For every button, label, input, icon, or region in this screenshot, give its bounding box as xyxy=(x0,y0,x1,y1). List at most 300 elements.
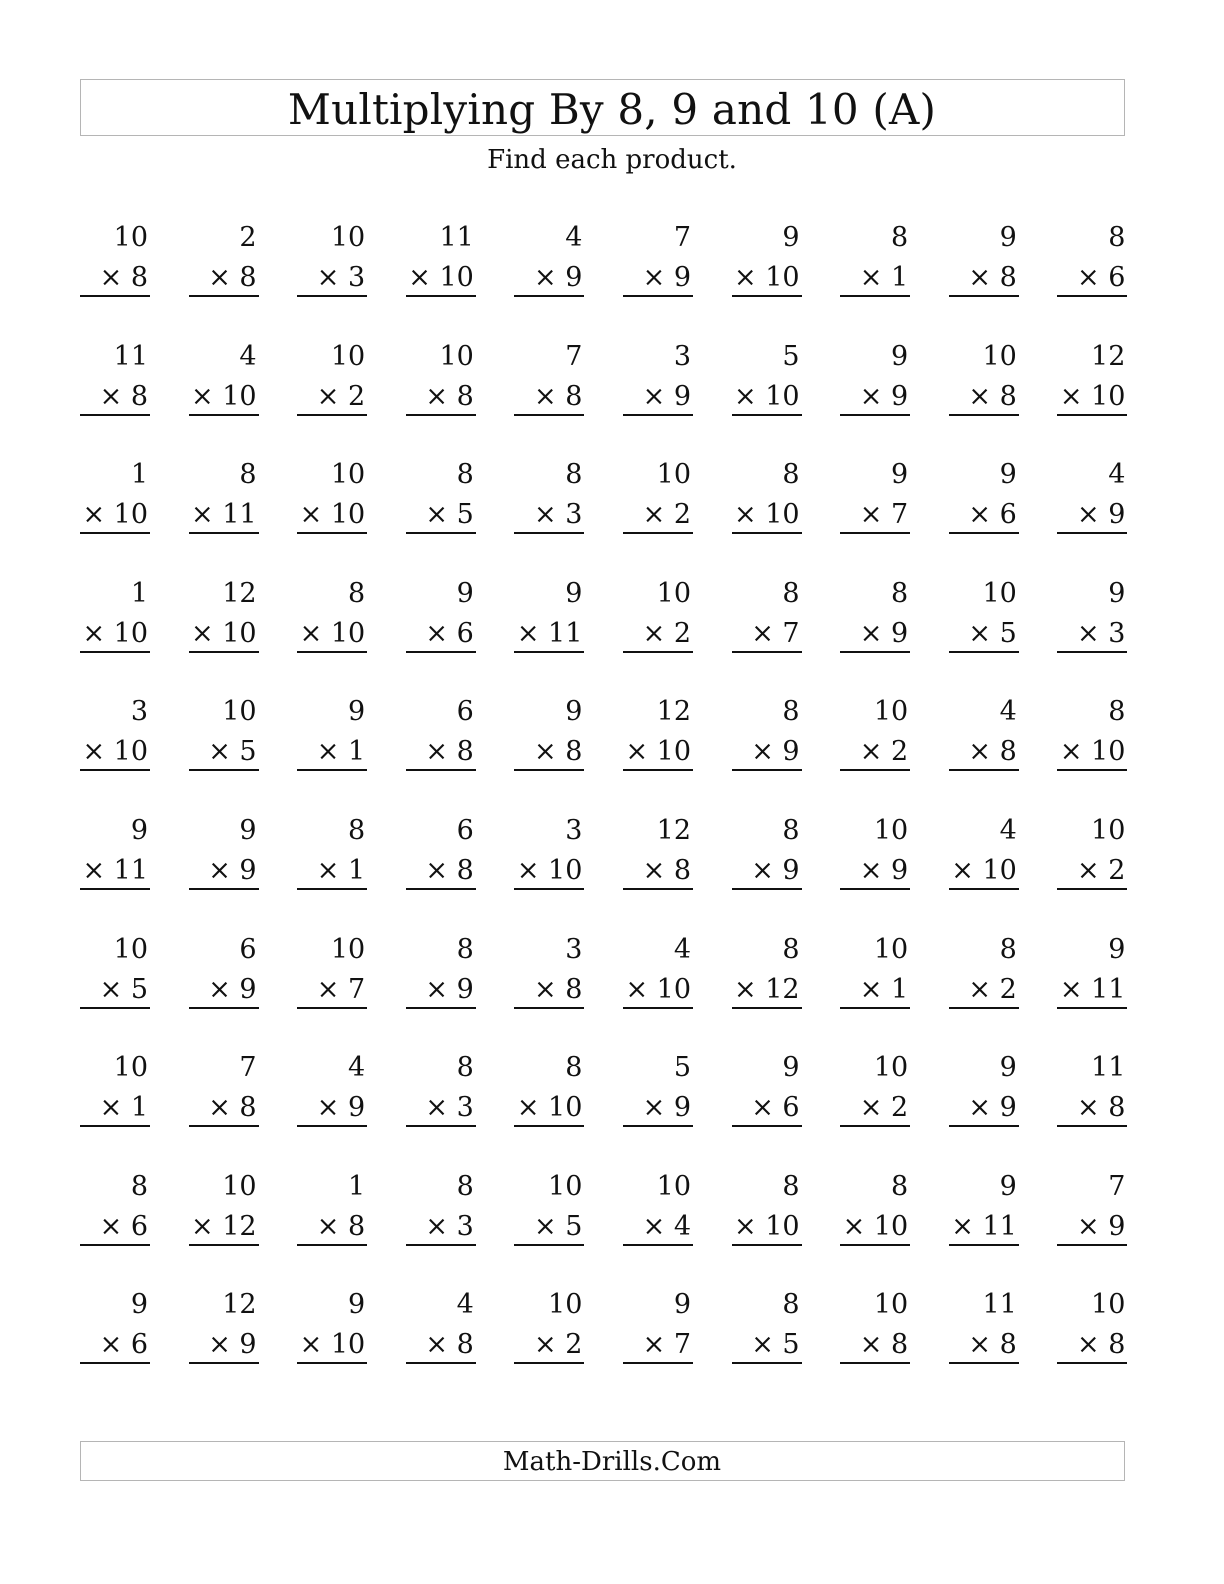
multiplier: × 5 xyxy=(208,736,257,768)
answer-line xyxy=(189,1007,259,1009)
answer-line xyxy=(623,888,693,890)
answer-line xyxy=(189,769,259,771)
problem xyxy=(80,930,150,1010)
answer-line xyxy=(189,1362,259,1364)
multiplicand: 6 xyxy=(239,933,257,965)
answer-line xyxy=(406,769,476,771)
problem xyxy=(189,930,259,1010)
problem xyxy=(1057,1048,1127,1128)
multiplicand: 4 xyxy=(456,1289,474,1321)
answer-line xyxy=(949,1362,1019,1364)
multiplier: × 3 xyxy=(534,499,583,531)
multiplicand: 11 xyxy=(982,1289,1017,1321)
multiplier: × 8 xyxy=(425,1329,474,1361)
multiplicand: 3 xyxy=(673,340,691,372)
problem-row xyxy=(80,930,1130,1049)
multiplier: × 1 xyxy=(859,262,909,293)
problem xyxy=(732,1167,802,1247)
multiplicand: 8 xyxy=(782,814,800,846)
multiplier: × 9 xyxy=(859,380,909,412)
multiplier: × 5 xyxy=(751,1329,800,1361)
multiplicand: 9 xyxy=(456,577,474,609)
multiplicand: 9 xyxy=(673,1289,691,1321)
problem xyxy=(732,337,802,417)
answer-line xyxy=(1057,414,1127,416)
multiplicand: 10 xyxy=(873,1052,909,1084)
problem xyxy=(623,1048,693,1128)
multiplicand: 9 xyxy=(999,222,1017,253)
answer-line xyxy=(623,1125,693,1127)
problem xyxy=(189,1048,259,1128)
multiplier: × 12 xyxy=(191,1210,257,1242)
multiplicand: 8 xyxy=(565,1052,583,1084)
problem xyxy=(949,930,1019,1010)
problem xyxy=(514,1167,584,1247)
multiplicand: 9 xyxy=(1108,577,1126,609)
problem xyxy=(189,218,259,298)
problem xyxy=(732,218,802,298)
worksheet-title: Multiplying By 8, 9 and 10 (A) xyxy=(287,85,937,134)
problem-row xyxy=(80,811,1130,930)
multiplicand: 12 xyxy=(656,814,691,846)
multiplicand: 10 xyxy=(113,933,148,965)
multiplier: × 10 xyxy=(625,973,691,1005)
problem xyxy=(514,1285,584,1365)
multiplicand: 8 xyxy=(456,933,474,965)
multiplicand: 10 xyxy=(982,340,1017,372)
multiplicand: 10 xyxy=(656,459,691,491)
problem xyxy=(189,574,259,654)
multiplier: × 7 xyxy=(316,973,366,1005)
multiplier: × 8 xyxy=(425,380,474,412)
multiplicand: 9 xyxy=(891,459,909,491)
multiplicand: 5 xyxy=(673,1052,691,1084)
answer-line xyxy=(514,414,584,416)
multiplier: × 9 xyxy=(208,854,257,886)
problem-row xyxy=(80,1285,1130,1404)
answer-line xyxy=(623,1244,693,1246)
problem xyxy=(949,1167,1019,1247)
problem xyxy=(949,692,1019,772)
multiplicand: 8 xyxy=(891,222,909,253)
multiplier: × 1 xyxy=(316,854,366,886)
problem xyxy=(406,574,476,654)
multiplicand: 8 xyxy=(456,1170,474,1202)
problem xyxy=(1057,930,1127,1010)
multiplier: × 6 xyxy=(751,1092,800,1124)
answer-line xyxy=(623,1007,693,1009)
problem xyxy=(1057,337,1127,417)
multiplicand: 11 xyxy=(439,222,474,253)
problem xyxy=(297,692,367,772)
multiplier: × 8 xyxy=(859,1329,909,1361)
answer-line xyxy=(1057,1362,1127,1364)
multiplier: × 10 xyxy=(1059,380,1126,412)
multiplier: × 10 xyxy=(951,854,1017,886)
multiplicand: 10 xyxy=(548,1170,583,1202)
multiplicand: 10 xyxy=(330,222,366,253)
multiplicand: 9 xyxy=(1108,933,1126,965)
answer-line xyxy=(406,1362,476,1364)
problem xyxy=(406,1167,476,1247)
multiplier: × 2 xyxy=(859,736,909,768)
answer-line xyxy=(80,532,150,534)
multiplier: × 5 xyxy=(99,973,148,1005)
problem xyxy=(297,811,367,891)
answer-line xyxy=(297,1007,367,1009)
multiplicand: 9 xyxy=(565,577,583,609)
multiplier: × 9 xyxy=(642,262,691,293)
problem-grid xyxy=(80,218,1130,1404)
problem xyxy=(949,1048,1019,1128)
answer-line xyxy=(514,295,584,297)
multiplicand: 4 xyxy=(239,340,257,372)
answer-line xyxy=(297,888,367,890)
problem xyxy=(189,692,259,772)
multiplier: × 10 xyxy=(734,499,800,531)
multiplicand: 10 xyxy=(222,696,257,728)
multiplier: × 3 xyxy=(425,1210,474,1242)
multiplier: × 10 xyxy=(191,380,257,412)
problem xyxy=(406,692,476,772)
problem xyxy=(406,1048,476,1128)
multiplicand: 8 xyxy=(782,577,800,609)
answer-line xyxy=(732,769,802,771)
answer-line xyxy=(732,888,802,890)
multiplier: × 2 xyxy=(642,499,691,531)
multiplicand: 9 xyxy=(999,1170,1017,1202)
answer-line xyxy=(840,532,910,534)
problem xyxy=(514,692,584,772)
multiplicand: 8 xyxy=(348,814,366,846)
answer-line xyxy=(732,651,802,653)
problem xyxy=(949,811,1019,891)
multiplicand: 2 xyxy=(239,222,257,253)
answer-line xyxy=(514,1244,584,1246)
multiplier: × 6 xyxy=(968,499,1017,531)
multiplier: × 10 xyxy=(82,736,148,768)
multiplicand: 5 xyxy=(782,340,800,372)
multiplicand: 9 xyxy=(348,1289,366,1321)
problem xyxy=(840,692,910,772)
problem xyxy=(623,1167,693,1247)
worksheet-instructions: Find each product. xyxy=(487,145,737,175)
multiplier: × 10 xyxy=(299,1329,366,1361)
problem xyxy=(732,455,802,535)
problem xyxy=(949,574,1019,654)
answer-line xyxy=(623,1362,693,1364)
problem xyxy=(732,930,802,1010)
multiplicand: 12 xyxy=(222,577,257,609)
multiplicand: 6 xyxy=(456,696,474,728)
multiplier: × 8 xyxy=(316,1210,366,1242)
problem-row xyxy=(80,574,1130,693)
multiplier: × 7 xyxy=(859,499,909,531)
answer-line xyxy=(80,295,150,297)
multiplicand: 8 xyxy=(782,933,800,965)
answer-line xyxy=(514,1362,584,1364)
multiplicand: 8 xyxy=(782,459,800,491)
problem xyxy=(623,930,693,1010)
answer-line xyxy=(840,1362,910,1364)
problem xyxy=(406,455,476,535)
problem xyxy=(189,811,259,891)
answer-line xyxy=(732,1007,802,1009)
problem xyxy=(514,1048,584,1128)
multiplier: × 9 xyxy=(208,973,257,1005)
multiplier: × 10 xyxy=(82,617,148,649)
multiplicand: 7 xyxy=(239,1052,257,1084)
problem-row xyxy=(80,218,1130,337)
answer-line xyxy=(189,295,259,297)
answer-line xyxy=(1057,1125,1127,1127)
multiplier: × 10 xyxy=(191,617,257,649)
multiplier: × 6 xyxy=(425,617,474,649)
multiplier: × 1 xyxy=(316,736,366,768)
answer-line xyxy=(949,295,1019,297)
multiplier: × 8 xyxy=(534,380,583,412)
multiplier: × 8 xyxy=(534,736,583,768)
multiplicand: 12 xyxy=(656,696,691,728)
answer-line xyxy=(297,1125,367,1127)
answer-line xyxy=(840,295,910,297)
problem xyxy=(840,930,910,1010)
multiplicand: 10 xyxy=(873,696,909,728)
answer-line xyxy=(840,769,910,771)
multiplicand: 6 xyxy=(456,814,474,846)
problem-row xyxy=(80,1048,1130,1167)
multiplier: × 11 xyxy=(951,1210,1017,1242)
multiplicand: 9 xyxy=(565,696,583,728)
problem xyxy=(514,574,584,654)
multiplier: × 9 xyxy=(859,854,909,886)
answer-line xyxy=(949,651,1019,653)
answer-line xyxy=(297,295,367,297)
multiplicand: 10 xyxy=(873,814,909,846)
answer-line xyxy=(514,651,584,653)
multiplicand: 7 xyxy=(1108,1170,1126,1202)
problem xyxy=(80,455,150,535)
multiplicand: 8 xyxy=(239,459,257,491)
problem xyxy=(732,1285,802,1365)
answer-line xyxy=(1057,888,1127,890)
multiplier: × 10 xyxy=(299,499,366,531)
answer-line xyxy=(840,1007,910,1009)
answer-line xyxy=(840,651,910,653)
multiplicand: 3 xyxy=(565,814,583,846)
multiplicand: 9 xyxy=(999,1052,1017,1084)
problem xyxy=(189,455,259,535)
multiplier: × 12 xyxy=(734,973,800,1005)
multiplier: × 8 xyxy=(99,380,148,412)
multiplicand: 4 xyxy=(1108,459,1126,491)
multiplier: × 8 xyxy=(968,380,1017,412)
problem xyxy=(840,574,910,654)
multiplicand: 10 xyxy=(113,222,148,253)
answer-line xyxy=(732,532,802,534)
answer-line xyxy=(1057,1007,1127,1009)
multiplicand: 10 xyxy=(1091,814,1126,846)
multiplicand: 10 xyxy=(1091,1289,1126,1321)
multiplier: × 8 xyxy=(968,1329,1017,1361)
problem xyxy=(80,1285,150,1365)
answer-line xyxy=(840,1125,910,1127)
multiplier: × 9 xyxy=(1077,499,1126,531)
answer-line xyxy=(949,1125,1019,1127)
multiplier: × 8 xyxy=(1077,1329,1126,1361)
multiplier: × 10 xyxy=(1059,736,1126,768)
multiplier: × 9 xyxy=(534,262,583,293)
problem xyxy=(189,337,259,417)
problem xyxy=(949,1285,1019,1365)
multiplier: × 10 xyxy=(734,1210,800,1242)
multiplier: × 8 xyxy=(968,262,1017,293)
problem xyxy=(80,692,150,772)
problem xyxy=(623,811,693,891)
answer-line xyxy=(840,888,910,890)
multiplicand: 8 xyxy=(1108,222,1126,253)
multiplicand: 8 xyxy=(456,1052,474,1084)
multiplier: × 11 xyxy=(516,617,583,649)
answer-line xyxy=(80,888,150,890)
problem xyxy=(80,1048,150,1128)
multiplier: × 8 xyxy=(642,854,691,886)
answer-line xyxy=(80,1362,150,1364)
problem xyxy=(623,455,693,535)
multiplier: × 10 xyxy=(516,1092,583,1124)
multiplier: × 4 xyxy=(642,1210,691,1242)
answer-line xyxy=(406,888,476,890)
answer-line xyxy=(732,1362,802,1364)
multiplicand: 8 xyxy=(130,1170,148,1202)
multiplier: × 10 xyxy=(625,736,691,768)
multiplier: × 3 xyxy=(1077,617,1126,649)
problem xyxy=(297,455,367,535)
multiplier: × 7 xyxy=(642,1329,691,1361)
multiplier: × 11 xyxy=(82,854,148,886)
problem xyxy=(297,1048,367,1128)
problem xyxy=(623,1285,693,1365)
multiplicand: 10 xyxy=(873,933,909,965)
answer-line xyxy=(949,1007,1019,1009)
problem xyxy=(514,811,584,891)
problem xyxy=(623,574,693,654)
multiplier: × 10 xyxy=(82,499,148,531)
answer-line xyxy=(623,532,693,534)
multiplicand: 4 xyxy=(999,696,1017,728)
answer-line xyxy=(1057,651,1127,653)
problem xyxy=(297,218,367,298)
multiplier: × 10 xyxy=(299,617,366,649)
multiplier: × 8 xyxy=(425,854,474,886)
problem xyxy=(406,811,476,891)
multiplier: × 9 xyxy=(751,854,800,886)
problem xyxy=(840,1285,910,1365)
problem xyxy=(732,574,802,654)
multiplicand: 11 xyxy=(113,340,148,372)
multiplier: × 6 xyxy=(99,1210,148,1242)
problem xyxy=(406,218,476,298)
answer-line xyxy=(406,414,476,416)
multiplicand: 8 xyxy=(782,1170,800,1202)
answer-line xyxy=(189,888,259,890)
answer-line xyxy=(623,414,693,416)
answer-line xyxy=(80,1007,150,1009)
multiplier: × 3 xyxy=(425,1092,474,1124)
multiplicand: 10 xyxy=(548,1289,583,1321)
problem xyxy=(80,337,150,417)
multiplier: × 8 xyxy=(1077,1092,1126,1124)
multiplicand: 4 xyxy=(565,222,583,253)
problem xyxy=(840,455,910,535)
multiplicand: 1 xyxy=(348,1170,366,1202)
answer-line xyxy=(623,651,693,653)
answer-line xyxy=(297,651,367,653)
problem xyxy=(406,930,476,1010)
answer-line xyxy=(514,769,584,771)
multiplicand: 8 xyxy=(999,933,1017,965)
problem xyxy=(1057,218,1127,298)
problem xyxy=(949,455,1019,535)
answer-line xyxy=(514,888,584,890)
multiplier: × 5 xyxy=(425,499,474,531)
problem xyxy=(189,1167,259,1247)
multiplier: × 10 xyxy=(734,262,800,293)
multiplier: × 6 xyxy=(99,1329,148,1361)
multiplicand: 9 xyxy=(239,814,257,846)
multiplicand: 8 xyxy=(456,459,474,491)
answer-line xyxy=(297,769,367,771)
answer-line xyxy=(623,295,693,297)
problem xyxy=(297,337,367,417)
multiplicand: 1 xyxy=(130,577,148,609)
problem xyxy=(80,811,150,891)
multiplicand: 8 xyxy=(348,577,366,609)
problem xyxy=(1057,1285,1127,1365)
multiplier: × 8 xyxy=(208,262,257,293)
multiplicand: 8 xyxy=(891,1170,909,1202)
problem xyxy=(732,811,802,891)
answer-line xyxy=(514,532,584,534)
multiplier: × 2 xyxy=(642,617,691,649)
answer-line xyxy=(1057,295,1127,297)
problem xyxy=(406,337,476,417)
answer-line xyxy=(840,414,910,416)
multiplier: × 6 xyxy=(1077,262,1126,293)
multiplier: × 1 xyxy=(99,1092,148,1124)
multiplicand: 9 xyxy=(348,696,366,728)
multiplier: × 10 xyxy=(516,854,583,886)
multiplier: × 9 xyxy=(642,380,691,412)
multiplier: × 11 xyxy=(191,499,257,531)
multiplicand: 9 xyxy=(891,340,909,372)
problem xyxy=(949,218,1019,298)
multiplicand: 3 xyxy=(130,696,148,728)
problem xyxy=(80,574,150,654)
multiplier: × 9 xyxy=(751,736,800,768)
multiplier: × 8 xyxy=(99,262,148,293)
multiplier: × 9 xyxy=(642,1092,691,1124)
answer-line xyxy=(949,769,1019,771)
multiplicand: 10 xyxy=(113,1052,148,1084)
answer-line xyxy=(406,295,476,297)
multiplier: × 2 xyxy=(859,1092,909,1124)
problem xyxy=(297,930,367,1010)
problem xyxy=(189,1285,259,1365)
multiplier: × 9 xyxy=(425,973,474,1005)
answer-line xyxy=(1057,532,1127,534)
multiplicand: 10 xyxy=(656,577,691,609)
